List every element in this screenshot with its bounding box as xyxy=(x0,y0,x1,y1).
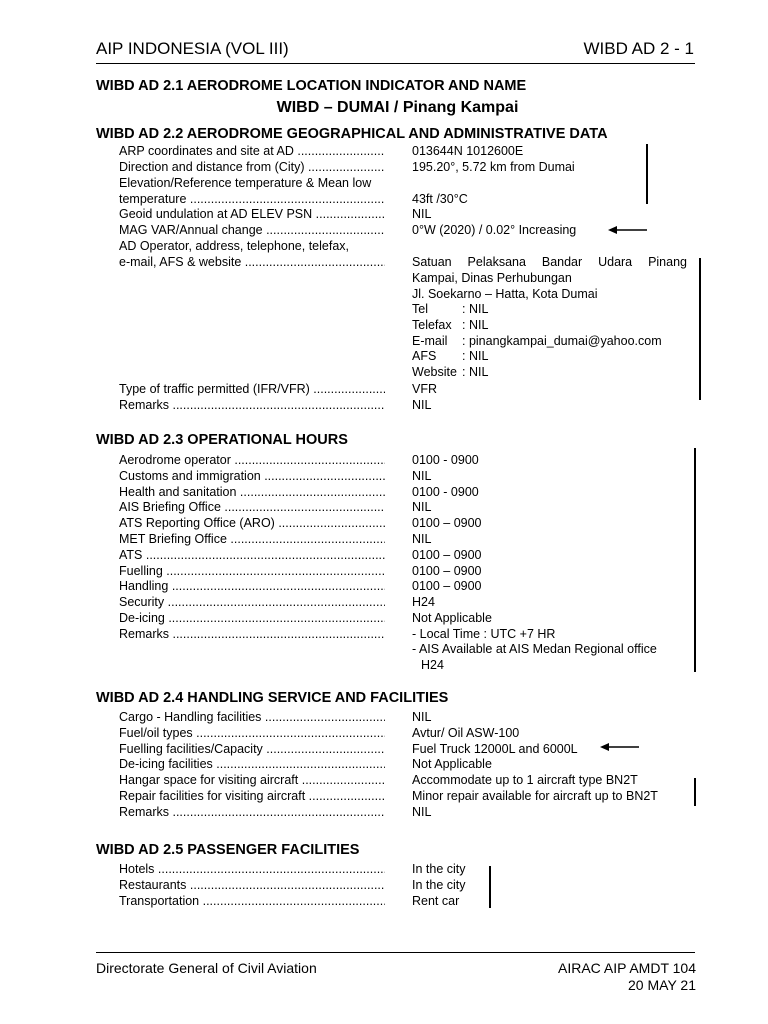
hours-row-label: Fuelling ..... xyxy=(119,564,385,580)
passenger-row-value: In the city xyxy=(412,862,466,876)
hours-row-value: 0100 – 0900 xyxy=(412,563,482,578)
passenger-row-value: Rent car xyxy=(412,893,460,908)
passenger-row-label: Restaurants ..... xyxy=(119,878,385,894)
traffic-value: VFR xyxy=(412,382,437,396)
change-bar xyxy=(489,866,491,908)
operator-value-line3: Jl. Soekarno – Hatta, Kota Dumai xyxy=(412,287,598,301)
handling-row-value: NIL xyxy=(412,804,432,819)
change-bar xyxy=(646,144,648,204)
traffic-label: Type of traffic permitted (IFR/VFR) ..... xyxy=(119,382,385,398)
passenger-row-label: Transportation ..... xyxy=(119,894,385,910)
hours-row-value: 0100 - 0900 xyxy=(412,453,479,467)
section-2-2-title: WIBD AD 2.2 AERODROME GEOGRAPHICAL AND ADMINISTRATIVE DATA xyxy=(96,126,608,142)
handling-row-value: Minor repair available for aircraft up to BN2T xyxy=(412,789,658,803)
magvar-value: 0°W (2020) / 0.02° Increasing xyxy=(412,223,577,237)
hours-row-label: Remarks ..... xyxy=(119,627,385,643)
remarks-2-3-line3: H24 xyxy=(421,658,444,672)
afs-row: AFS : NIL xyxy=(412,349,489,363)
section-2-4-title: WIBD AD 2.4 HANDLING SERVICE AND FACILITIES xyxy=(96,690,449,706)
header-title: AIP INDONESIA (VOL III) xyxy=(96,39,289,58)
hours-row-value: 0100 – 0900 xyxy=(412,579,482,594)
direction-label: Direction and distance from (City) ..... xyxy=(119,160,385,176)
arrow-left-icon xyxy=(608,223,648,237)
handling-row-value: Accommodate up to 1 aircraft type BN2T xyxy=(412,773,638,788)
handling-row-label: Remarks ..... xyxy=(119,805,385,821)
direction-value: 195.20°, 5.72 km from Dumai xyxy=(412,160,575,174)
operator-value-line1: Satuan Pelaksana Bandar Udara Pinang xyxy=(412,255,687,269)
arp-value: 013644N 1012600E xyxy=(412,144,524,158)
aerodrome-name: WIBD – DUMAI / Pinang Kampai xyxy=(276,99,519,116)
operator-label-line2: e-mail, AFS & website ..... xyxy=(119,255,385,271)
hours-row-value: NIL xyxy=(412,500,432,515)
passenger-row-label: Hotels ..... xyxy=(119,862,385,878)
change-bar xyxy=(694,778,696,806)
handling-row-label: Repair facilities for visiting aircraft ..... xyxy=(119,789,385,805)
header-page-ref: WIBD AD 2 - 1 xyxy=(583,39,694,58)
arp-label: ARP coordinates and site at AD ..... xyxy=(119,144,385,160)
elevation-label-line1: Elevation/Reference temperature & Mean low xyxy=(119,176,372,190)
elevation-label-line2: temperature ..... xyxy=(119,192,385,208)
hours-row-value: 0100 – 0900 xyxy=(412,516,482,531)
hours-row-label: Health and sanitation ..... xyxy=(119,485,385,501)
hours-row-label: De-icing ..... xyxy=(119,611,385,627)
operator-value-line2: Kampai, Dinas Perhubungan xyxy=(412,271,572,285)
operator-label-line1: AD Operator, address, telephone, telefax, xyxy=(119,239,349,253)
handling-row-label: Cargo - Handling facilities ..... xyxy=(119,710,385,726)
handling-row-value: Not Applicable xyxy=(412,757,492,772)
hours-row-label: Aerodrome operator ..... xyxy=(119,453,385,469)
tel-row: Tel : NIL xyxy=(412,302,489,316)
handling-row-value: NIL xyxy=(412,710,432,724)
hours-row-value: NIL xyxy=(412,468,432,483)
hours-row-label: Security ..... xyxy=(119,595,385,611)
header-rule xyxy=(96,63,695,64)
section-2-5-title: WIBD AD 2.5 PASSENGER FACILITIES xyxy=(96,842,360,858)
handling-row-value: Avtur/ Oil ASW-100 xyxy=(412,725,520,740)
magvar-label: MAG VAR/Annual change ..... xyxy=(119,223,385,239)
footer-authority: Directorate General of Civil Aviation xyxy=(96,960,317,976)
hours-row-value: NIL xyxy=(412,532,432,546)
handling-row-label: Fuel/oil types ..... xyxy=(119,726,385,742)
telefax-row: Telefax : NIL xyxy=(412,318,489,332)
change-bar xyxy=(694,448,696,672)
hours-row-value: - Local Time : UTC +7 HR xyxy=(412,626,556,641)
handling-row-label: Fuelling facilities/Capacity ..... xyxy=(119,742,385,758)
arrow-left-icon xyxy=(600,740,640,754)
geoid-value: NIL xyxy=(412,207,432,221)
email-row: E-mail : pinangkampai_dumai@yahoo.com xyxy=(412,334,662,348)
handling-row-label: Hangar space for visiting aircraft ..... xyxy=(119,773,385,789)
elevation-value: 43ft /30°C xyxy=(412,192,468,206)
handling-row-value: Fuel Truck 12000L and 6000L xyxy=(412,741,578,756)
hours-row-label: Customs and immigration ..... xyxy=(119,469,385,485)
remarks-2-2-label: Remarks ..... xyxy=(119,398,385,414)
hours-row-label: MET Briefing Office ..... xyxy=(119,532,385,548)
section-2-3-title: WIBD AD 2.3 OPERATIONAL HOURS xyxy=(96,432,348,448)
section-2-1-title: WIBD AD 2.1 AERODROME LOCATION INDICATOR AND NAME xyxy=(96,78,527,94)
website-row: Website : NIL xyxy=(412,365,489,379)
hours-row-label: Handling ..... xyxy=(119,579,385,595)
hours-row-value: 0100 - 0900 xyxy=(412,484,479,499)
remarks-2-2-value: NIL xyxy=(412,398,432,412)
hours-row-value: Not Applicable xyxy=(412,611,492,625)
passenger-row-value: In the city xyxy=(412,877,466,892)
footer-amendment: AIRAC AIP AMDT 104 20 MAY 21 xyxy=(558,960,696,993)
remarks-2-3-line2: - AIS Available at AIS Medan Regional office xyxy=(412,642,657,656)
hours-row-label: ATS Reporting Office (ARO) ..... xyxy=(119,516,385,532)
hours-row-label: AIS Briefing Office ..... xyxy=(119,500,385,516)
hours-row-label: ATS ..... xyxy=(119,548,385,564)
change-bar xyxy=(699,258,701,400)
footer-rule xyxy=(96,952,695,953)
hours-row-value: H24 xyxy=(412,595,435,610)
handling-row-label: De-icing facilities ..... xyxy=(119,757,385,773)
hours-row-value: 0100 – 0900 xyxy=(412,547,482,562)
geoid-label: Geoid undulation at AD ELEV PSN ..... xyxy=(119,207,385,223)
